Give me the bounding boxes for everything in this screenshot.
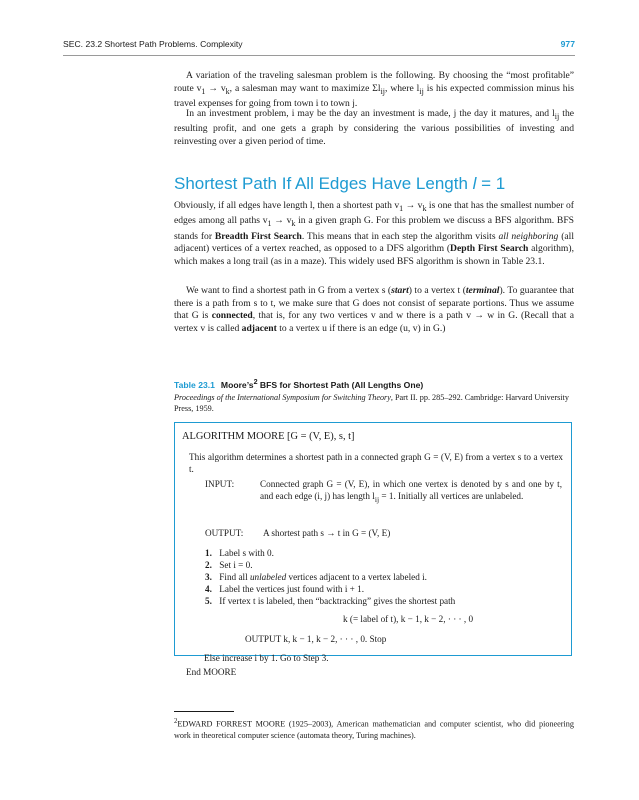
table-source: Proceedings of the International Symposium for Switching Theory, Part II. pp. 285–292. Cambridge: Harvard University Press, 1959. [174, 393, 569, 413]
section-title: Shortest Path If All Edges Have Length l = 1 [174, 174, 506, 193]
output-stop: OUTPUT k, k − 1, k − 2, · · · , 0. Stop [245, 634, 387, 644]
algorithm-steps [205, 547, 455, 607]
else-line: Else increase i by 1. Go to Step 3. [204, 653, 329, 663]
footnote: $^2$EDWARD FORREST MOORE (1925–2003), American mathematician and computer scientist, who did pioneering work in theoretical computer science (automata theory, Turing machines). [174, 718, 574, 740]
backtrack-formula: k (= label of t), k − 1, k − 2, · · · , 0 [343, 614, 474, 624]
footnote-rule [174, 711, 234, 712]
table-caption: Table 23.1 $Moore’s^2$ BFS for Shortest Path (All Lengths One) [174, 378, 424, 390]
algorithm-description: This algorithm determines a shortest path in a connected graph G = (V, E) from a vertex s to a vertex t. [189, 452, 563, 474]
intro-paragraph-1: A variation of the traveling salesman problem is the following. By choosing the “most profitable” route $v_1 \to v_k$, a salesman may want to maximize $\Sigma l_{ij}$, where $l_{ij}$ is his expected commission minus his travel expenses for going from town i to town j. [174, 70, 574, 109]
step-1: 1. Label s with 0. [205, 548, 274, 558]
step-3: 3. Find all unlabeled vertices adjacent to a vertex labeled i. [205, 572, 427, 582]
output-text: A shortest path s → t in G = (V, E) [263, 528, 391, 538]
header-rule [63, 55, 575, 56]
table-number: Table 23.1 [174, 379, 215, 390]
intro-paragraph-2: In an investment problem, i may be the day an investment is made, j the day it matures, and $l_{ij}$ the resulting profit, and one gets a graph by considering the various possibilities of investing and reinvesting over a given period of time. [174, 108, 575, 147]
step-4: 4. Label the vertices just found with i + 1. [205, 584, 365, 594]
input-text: Connected graph G = (V, E), in which one vertex is denoted by s and one by t, and each edge (i, j) has length $l_{ij} = 1$. Initially all vertices are unlabeled. [260, 479, 562, 504]
step-5: 5. If vertex t is labeled, then “backtracking” gives the shortest path [205, 596, 456, 606]
page-number: 977 [560, 39, 575, 49]
end-moore: End MOORE [186, 667, 237, 677]
section-paragraph-1: Obviously, if all edges have length l, then a shortest path $v_1 \to v_k$ is one that has the smallest number of edges among all paths $v_1 \to v_k$ in a given graph G. For this problem we discuss a BFS algorithm. BFS stands for Breadth First Search. This means that in each step the algorithm visits all neighboring (all adjacent) vertices of a vertex reached, as opposed to a DFS algorithm (Depth First Search algorithm), which makes a long trail (as in a maze). This widely used BFS algorithm is shown in Table 23.1. [174, 200, 575, 267]
output-label: OUTPUT: [205, 528, 244, 538]
section-heading: SEC. 23.2 Shortest Path Problems. Complexity [63, 39, 243, 49]
algorithm-header: ALGORITHM MOORE [G = (V, E), s, t] [182, 431, 355, 442]
input-label: INPUT: [205, 479, 235, 489]
running-header [63, 39, 575, 53]
section-paragraph-2: We want to find a shortest path in G from a vertex s (start) to a vertex t (terminal). To guarantee that there is a path from s to t, we make sure that G does not consist of separate portions. Thus we assume that G is connected, that is, for any two vertices v and w there is a path v → w in G. (Recall that a vertex v is called adjacent to a vertex u if there is an edge (u, v) in G.) [174, 285, 574, 334]
algorithm-box [174, 422, 572, 656]
step-2: 2. Set i = 0. [205, 560, 253, 570]
